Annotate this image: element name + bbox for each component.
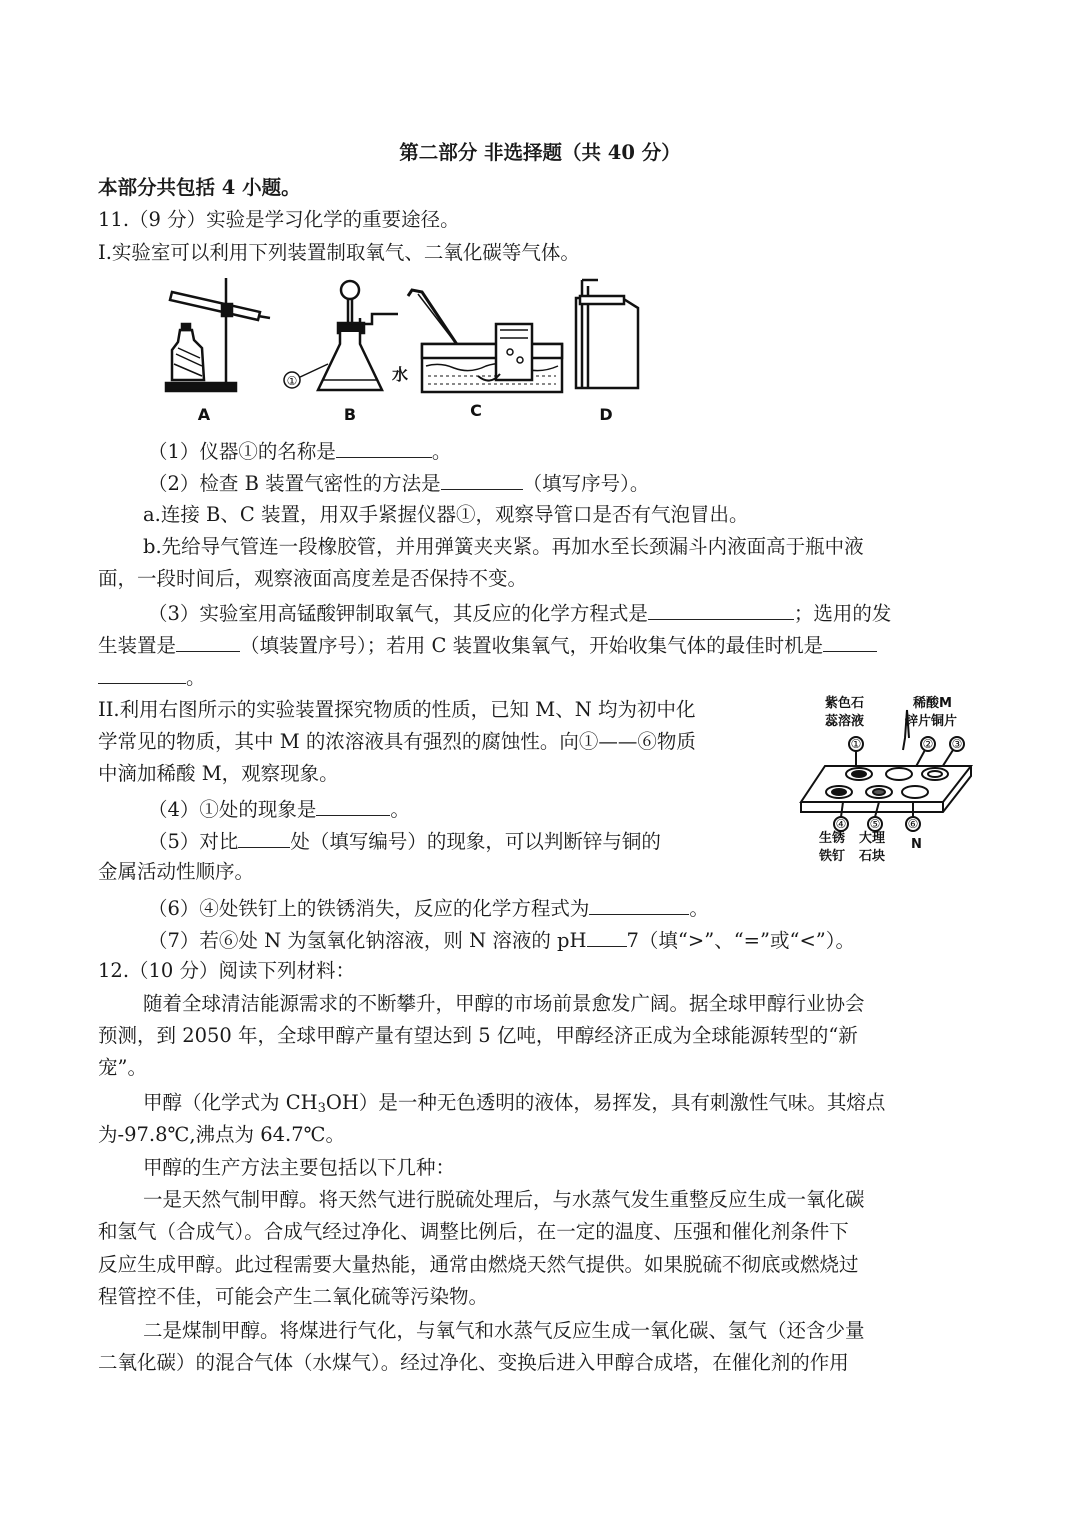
well-num-4: ④	[835, 817, 847, 831]
q11-4	[148, 795, 410, 823]
label-C: C	[470, 401, 482, 420]
section-title: 第二部分 非选择题（共 40 分）	[399, 141, 681, 164]
q11-part1-intro: I.实验室可以利用下列装置制取氧气、二氧化碳等气体。	[98, 241, 580, 264]
label-acid-M: 稀酸M	[913, 696, 952, 711]
q12-p1-line3: 宠”。	[98, 1056, 147, 1079]
label-A: A	[197, 405, 211, 424]
q11-1	[148, 437, 451, 465]
q12-p4-line1: 一是天然气制甲醇。将天然气进行脱硫处理后，与水蒸气发生重整反应生成一氧化碳	[143, 1188, 865, 1211]
well-num-5: ⑤	[869, 817, 881, 831]
q11-part2-line3: 中滴加稀酸 M，观察现象。	[98, 762, 339, 785]
q11-7-text: （7）若⑥处 N 为氢氧化钠溶液，则 N 溶液的 pH	[148, 929, 587, 952]
q11-7-end: 7（填“>”、“=”或“<”）。	[626, 929, 856, 952]
q11-6	[148, 894, 709, 922]
well-num-1: ①	[850, 737, 862, 751]
q12-header: 12.（10 分）阅读下列材料：	[98, 959, 356, 982]
q11-3-line2	[98, 631, 877, 659]
answer-blank-3a[interactable]	[648, 599, 794, 620]
q12-p4-line2: 和氢气（合成气）。合成气经过净化、调整比例后，在一定的温度、压强和催化剂条件下	[98, 1220, 849, 1243]
q11-3-line2-mid: （填装置序号）；若用 C 装置收集氧气，开始收集气体的最佳时机是	[240, 634, 824, 657]
q11-5-start: （5）对比	[148, 830, 239, 853]
label-rust-2: 铁钉	[819, 849, 846, 864]
label-litmus-1: 紫色石	[825, 696, 865, 711]
q11-3-text-end: ；选用的发	[793, 602, 892, 625]
q11-5-line1	[148, 827, 661, 855]
answer-blank-5[interactable]	[238, 827, 290, 848]
answer-blank-2[interactable]	[441, 469, 523, 490]
answer-blank-3b[interactable]	[176, 631, 240, 652]
well-num-2: ②	[922, 737, 934, 751]
well-plate-figure	[795, 690, 975, 880]
q11-3-line2-start: 生装置是	[98, 634, 177, 657]
answer-blank-7[interactable]	[587, 926, 627, 947]
q11-2-text: （2）检查 B 装置气密性的方法是	[148, 472, 441, 495]
label-N: N	[911, 837, 922, 852]
q11-4-end: 。	[390, 798, 410, 821]
q11-3-line3-end: 。	[186, 666, 206, 689]
q11-4-text: （4）①处的现象是	[148, 798, 317, 821]
q12-p1-line2: 预测，到 2050 年，全球甲醇产量有望达到 5 亿吨，甲醇经济正成为全球能源转型的“新	[98, 1024, 858, 1047]
q12-p5-line2: 二氧化碳）的混合气体（水煤气）。经过净化、变换后进入甲醇合成塔，在催化剂的作用	[98, 1351, 849, 1374]
q11-1-text: （1）仪器①的名称是	[148, 440, 336, 463]
label-D: D	[599, 405, 613, 424]
label-marble-1: 大理	[859, 831, 886, 846]
q11-6-end: 。	[689, 897, 709, 920]
label-rust-1: 生锈	[819, 831, 846, 846]
q11-5-end: 处（填写编号）的现象，可以判断锌与铜的	[290, 830, 661, 853]
q12-p2-a: 甲醇（化学式为 CH	[143, 1091, 318, 1114]
label-litmus-2: 蕊溶液	[825, 714, 865, 729]
apparatus-figure	[160, 268, 660, 428]
q12-p2-b: OH）是一种无色透明的液体，易挥发，具有刺激性气味。其熔点	[325, 1091, 886, 1114]
q11-part2-line1: II.利用右图所示的实验装置探究物质的性质，已知 M、N 均为初中化	[98, 698, 696, 721]
label-instrument-1: ①	[286, 374, 298, 388]
q12-p1-line1: 随着全球清洁能源需求的不断攀升，甲醇的市场前景愈发广阔。据全球甲醇行业协会	[143, 992, 865, 1015]
q11-3-line1	[148, 599, 891, 627]
q11-option-a: a.连接 B、C 装置，用双手紧握仪器①，观察导管口是否有气泡冒出。	[143, 503, 749, 526]
section-intro: 本部分共包括 4 小题。	[98, 176, 301, 199]
label-zn-cu: 锌片铜片	[905, 714, 958, 729]
answer-blank-4[interactable]	[316, 795, 390, 816]
q11-3-text: （3）实验室用高锰酸钾制取氧气，其反应的化学方程式是	[148, 602, 648, 625]
q11-2	[148, 469, 649, 497]
q11-5-line2: 金属活动性顺序。	[98, 860, 255, 883]
well-num-6: ⑥	[907, 817, 919, 831]
q12-p3: 甲醇的生产方法主要包括以下几种：	[143, 1156, 456, 1179]
q11-6-text: （6）④处铁钉上的铁锈消失，反应的化学方程式为	[148, 897, 590, 920]
answer-blank-3c-cont[interactable]	[98, 663, 186, 684]
q12-p5-line1: 二是煤制甲醇。将煤进行气化，与氧气和水蒸气反应生成一氧化碳、氢气（还含少量	[143, 1319, 865, 1342]
q11-2-end: （填写序号）。	[522, 472, 650, 495]
label-B: B	[343, 405, 357, 424]
q11-1-end: 。	[431, 440, 452, 463]
q12-p2-line2: 为-97.8℃,沸点为 64.7℃。	[98, 1123, 345, 1146]
answer-blank-3c[interactable]	[823, 631, 877, 652]
q11-3-line3	[98, 663, 206, 691]
q12-p4-line3: 反应生成甲醇。此过程需要大量热能，通常由燃烧天然气提供。如果脱硫不彻底或燃烧过	[98, 1253, 859, 1276]
q12-p2-line1	[143, 1090, 885, 1122]
q11-7	[148, 926, 855, 954]
answer-blank-6[interactable]	[589, 894, 689, 915]
q11-header: 11.（9 分）实验是学习化学的重要途径。	[98, 208, 460, 231]
label-water: 水	[392, 365, 409, 384]
q11-part2-line2: 学常见的物质，其中 M 的浓溶液具有强烈的腐蚀性。向①——⑥物质	[98, 730, 696, 753]
well-num-3: ③	[951, 737, 963, 751]
q11-option-b-line1: b.先给导气管连一段橡胶管，并用弹簧夹夹紧。再加水至长颈漏斗内液面高于瓶中液	[143, 535, 864, 558]
label-marble-2: 石块	[859, 849, 886, 864]
q12-p2-subscript: 3	[317, 1101, 326, 1116]
answer-blank-1[interactable]	[336, 437, 432, 458]
q12-p4-line4: 程管控不佳，可能会产生二氧化硫等污染物。	[98, 1285, 489, 1308]
q11-option-b-line2: 面，一段时间后，观察液面高度差是否保持不变。	[98, 567, 528, 590]
